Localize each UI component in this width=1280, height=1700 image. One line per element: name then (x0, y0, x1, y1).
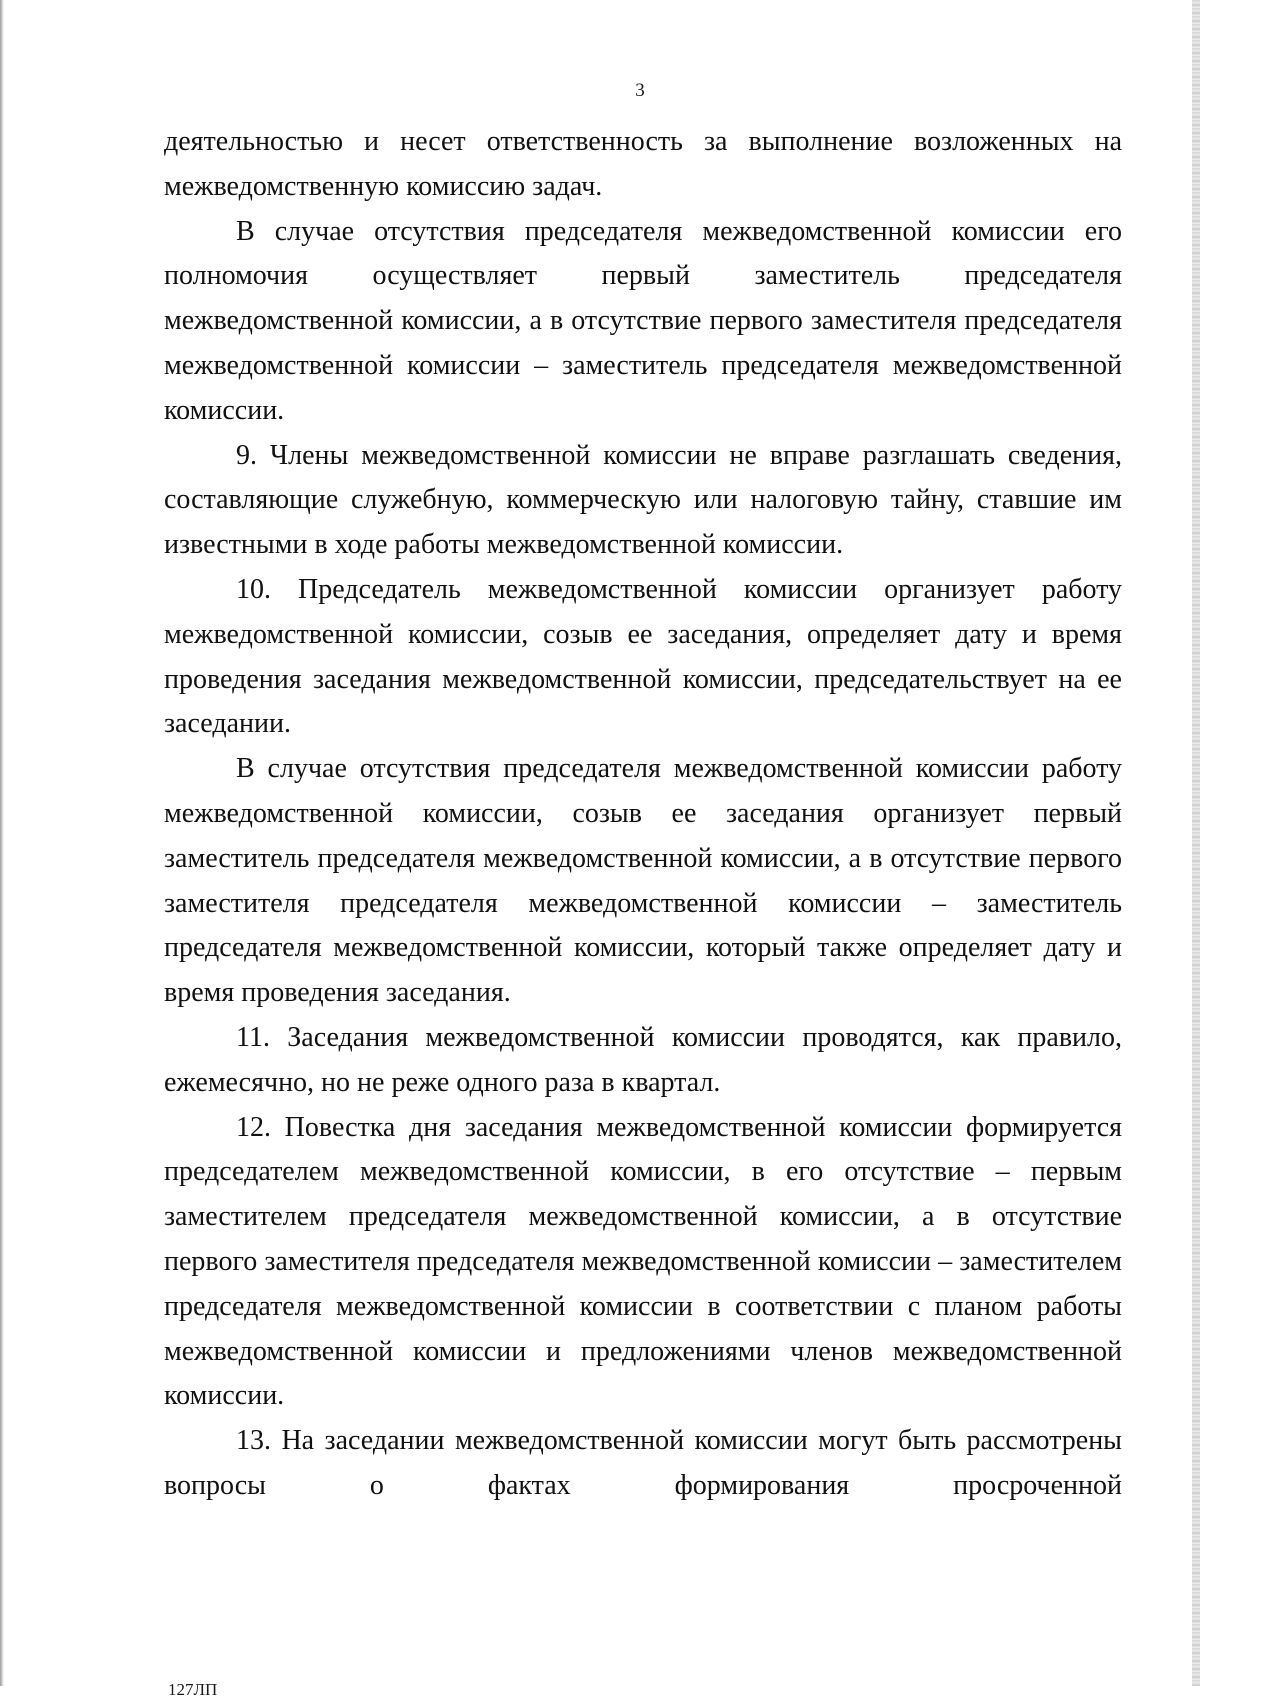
paragraph-clause-10: 10. Председатель межведомственной комиссии организует работу межведомственной комиссии, созыв ее заседания, определяет дату и время проведения заседания межведомственной комиссии, председательствует на ее заседании. (164, 573, 1122, 740)
document-body (164, 120, 1122, 1509)
document-code: 127ЛП (168, 1680, 218, 1699)
page-number: 3 (635, 80, 645, 101)
paragraph-chairman-absence: В случае отсутствия председателя межведомственной комиссии его полномочия осуществляет первый заместитель председателя межведомственной комиссии, а в отсутствие первого заместителя председателя межведомственной комиссии – заместитель председателя межведомственной комиссии. (164, 215, 1122, 426)
paragraph-continuation: деятельностью и несет ответственность за выполнение возложенных на межведомственную комиссию задач. (164, 126, 1122, 202)
scan-edge-right (1192, 0, 1200, 1686)
paragraph-clause-11: 11. Заседания межведомственной комиссии проводятся, как правило, ежемесячно, но не реже одного раза в квартал. (164, 1021, 1122, 1098)
paragraph-clause-13: 13. На заседании межведомственной комиссии могут быть рассмотрены вопросы о фактах формирования просроченной (164, 1425, 1122, 1501)
scan-edge-left (0, 0, 4, 1686)
paragraph-clause-10-absence: В случае отсутствия председателя межведомственной комиссии работу межведомственной комиссии, созыв ее заседания организует первый заместитель председателя межведомственной комиссии, а в отсутствие первого заместителя председателя межведомственной комиссии – заместитель председателя межведомственной комиссии, который также определяет дату и время проведения заседания. (164, 753, 1122, 1009)
paragraph-clause-12: 12. Повестка дня заседания межведомственной комиссии формируется председателем межведомственной комиссии, в его отсутствие – первым заместителем председателя межведомственной комиссии, а в отсутствие первого заместителя председателя межведомственной комиссии – заместителем председателя межведомственной комиссии в соответствии с планом работы межведомственной комиссии и предложениями членов межведомственной комиссии. (164, 1111, 1122, 1412)
paragraph-clause-9: 9. Члены межведомственной комиссии не вправе разглашать сведения, составляющие служебную, коммерческую или налоговую тайну, ставшие им известными в ходе работы межведомственной комиссии. (164, 439, 1122, 561)
